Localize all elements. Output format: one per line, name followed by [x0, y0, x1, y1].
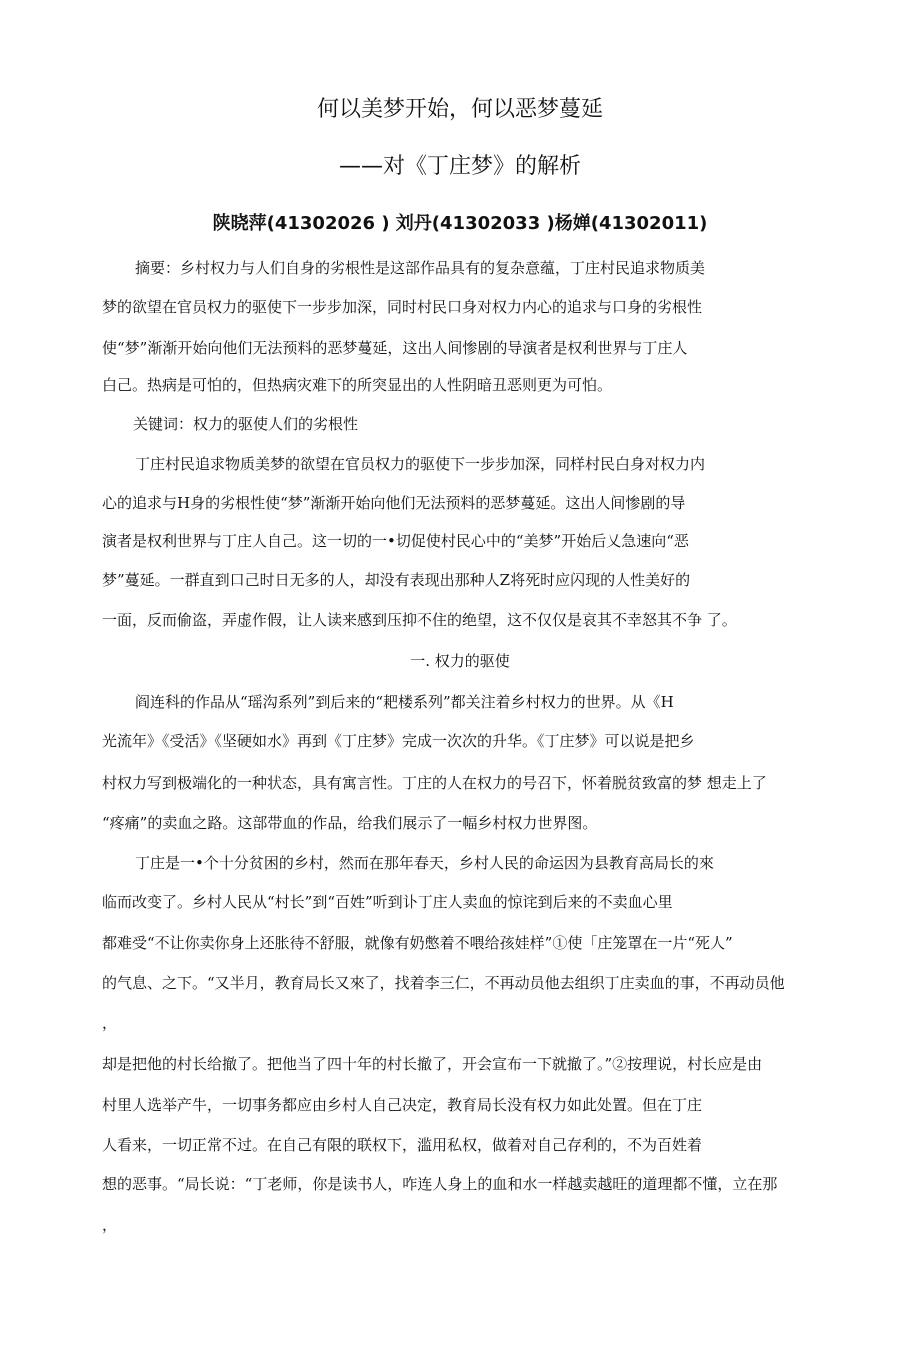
document-title: 何以美梦开始，何以恶梦蔓延: [316, 97, 603, 122]
paragraph-line: 一面，反而偷盗，弄虚作假，让人读来感到压抑不住的绝望，这不仅仅是哀其不幸怒其不争 了。: [102, 611, 737, 629]
paragraph-line: 人看来，一切正常不过。在自己有限的联权下，滥用私权，做着对自己存利的，不为百姓着: [102, 1136, 703, 1154]
paragraph-line: 村里人选举产牛，一切事务都应由乡村人自己决定，教育局长没有权力如此处置。但在丁庄: [102, 1096, 703, 1114]
abstract-line: 摘要：乡村权力与人们自身的劣根性是这部作品具有的复杂意蕴，丁庄村民追求物质美: [135, 259, 706, 277]
paragraph-line: 村权力写到极端化的一种状态，具有寓言性。丁庄的人在权力的号召下，怀着脱贫致富的梦 想走上了: [102, 774, 767, 792]
paragraph-line: 演者是权利世界与丁庄人自己。这一切的一•切促使村民心中的“美梦”开始后乂急速向“恶: [102, 532, 689, 550]
paragraph-line: 却是把他的村长给撤了。把他当了四十年的村长撤了，开会宣布一下就撤了。”②按理说，村长应是由: [102, 1055, 763, 1073]
authors-line: 陕晓萍(41302026 ) 刘丹(41302033 )杨婵(41302011): [212, 213, 708, 234]
paragraph-line: 丁庄村民追求物质美梦的欲望在官员权力的驱使下一步步加深，同样村民白身对权力内: [135, 455, 706, 473]
keywords-line: 关键词：权力的驱使人们的劣根性: [133, 415, 359, 433]
abstract-line: 梦的欲望在官员权力的驱使下一步步加深，同时村民口身对权力内心的追求与口身的劣根性: [102, 298, 703, 316]
paragraph-line: ，: [102, 1216, 118, 1234]
paragraph-line: 的气息、之下。“又半月，教育局长又來了，找着李三仁，不再动员他去组织丁庄卖血的事，不再动员他: [102, 974, 785, 992]
paragraph-line: 都难受“不让你卖你身上还胀待不舒服，就像有奶憋着不喂给孩娃样”①使「庄笼罩在一片“死人”: [102, 934, 733, 952]
paragraph-line: 临而改变了。乡村人民从“村长”到“百姓”听到讣丁庄人卖血的惊诧到后来的不卖血心里: [102, 893, 673, 911]
paragraph-line: 丁庄是一•个十分贫困的乡村，然而在那年春天，乡村人民的命运因为县教育高局长的來: [135, 854, 714, 872]
heading-line: 一. 权力的驱使: [410, 652, 510, 670]
paragraph-line: “疼痛”的卖血之路。这部带血的作品，给我们展示了一幅乡村权力世界图。: [102, 814, 598, 832]
paragraph-line: 想的恶事。“局长说：“丁老师，你是读书人，咋连人身上的血和水一样越卖越旺的道理都不懂，立在那: [102, 1175, 778, 1193]
paragraph-line: 光流年》《受活》《坚硬如水》再到《丁庄梦》完成一次次的升华。《丁庄梦》可以说是把乡: [102, 732, 695, 750]
abstract-line: 白己。热病是可怕的，但热病灾难下的所突显出的人性阴暗丑恶则更为可怕。: [102, 376, 613, 394]
document-subtitle: ——对《丁庄梦》的解析: [338, 154, 581, 179]
abstract-line: 使“梦”渐渐开始向他们无法预料的恶梦蔓延，这出人间惨剧的导演者是权利世界与丁庄人: [102, 339, 688, 357]
paragraph-line: ，: [102, 1014, 118, 1032]
paragraph-line: 阎连科的作品从“瑶沟系列”到后来的“耙楼系列”都关注着乡村权力的世界。从《H: [135, 693, 674, 711]
paragraph-line: 梦”蔓延。一群直到口己时日无多的人，却没有表现出那种人Z将死时应闪现的人性美好的: [102, 571, 691, 589]
paragraph-line: 心的追求与H身的劣根性使“梦”渐渐开始向他们无法预料的恶梦蔓延。这出人间惨剧的导: [102, 494, 686, 512]
